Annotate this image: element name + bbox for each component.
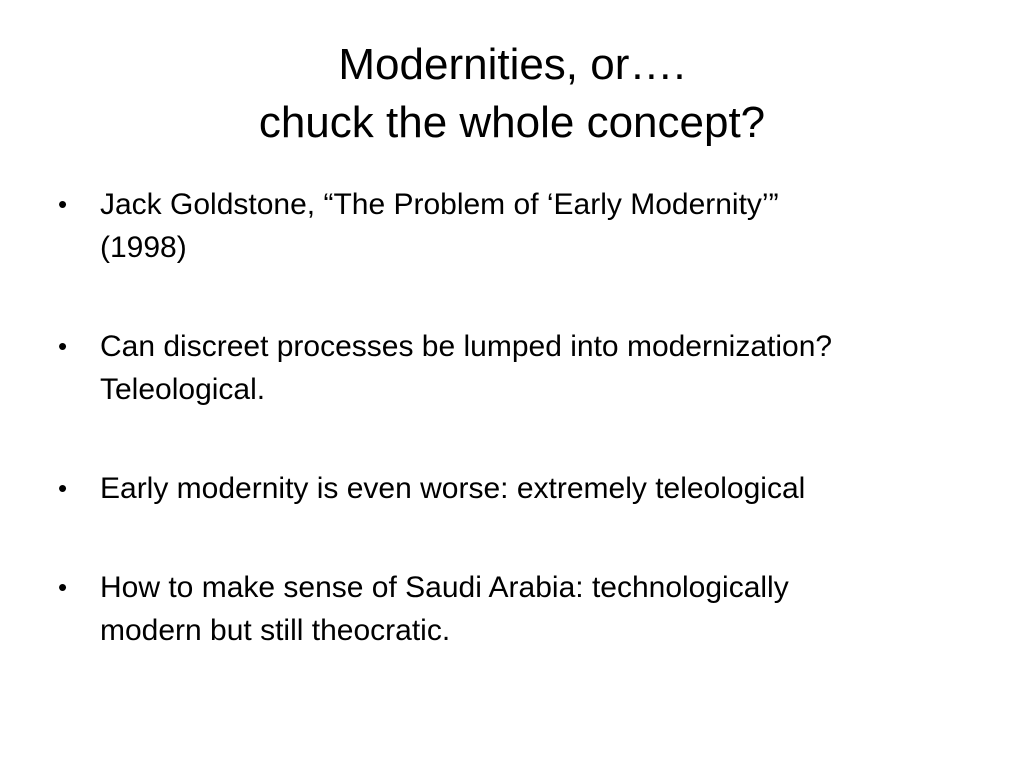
bullet-text-line-1: Jack Goldstone, “The Problem of ‘Early Modernity’” [100, 188, 779, 221]
bullet-text-line-2: (1998) [100, 231, 187, 264]
bullet-text-line-1: Can discreet processes be lumped into modernization? [100, 330, 833, 363]
slide-title-line-2: chuck the whole concept? [258, 98, 766, 147]
slide-title-line-1: Modernities, or…. [338, 40, 686, 89]
bullet-text-line-1: Early modernity is even worse: extremely teleological [100, 472, 806, 505]
bullet-text-line-2: modern but still theocratic. [100, 614, 451, 647]
bullet-text-line-1: How to make sense of Saudi Arabia: technologically [100, 571, 789, 604]
bullet-point-icon: • [58, 572, 68, 602]
bullet-item [50, 183, 980, 269]
bullet-text-line-2: Teleological. [100, 373, 266, 406]
bullet-point-icon: • [58, 189, 68, 219]
bullet-item [50, 467, 980, 510]
bullet-point-icon: • [58, 331, 68, 361]
bullet-item [50, 566, 980, 652]
slide-title [60, 36, 964, 152]
bullet-point-icon: • [58, 473, 68, 503]
bullet-item [50, 325, 980, 411]
bullet-list [50, 183, 980, 708]
